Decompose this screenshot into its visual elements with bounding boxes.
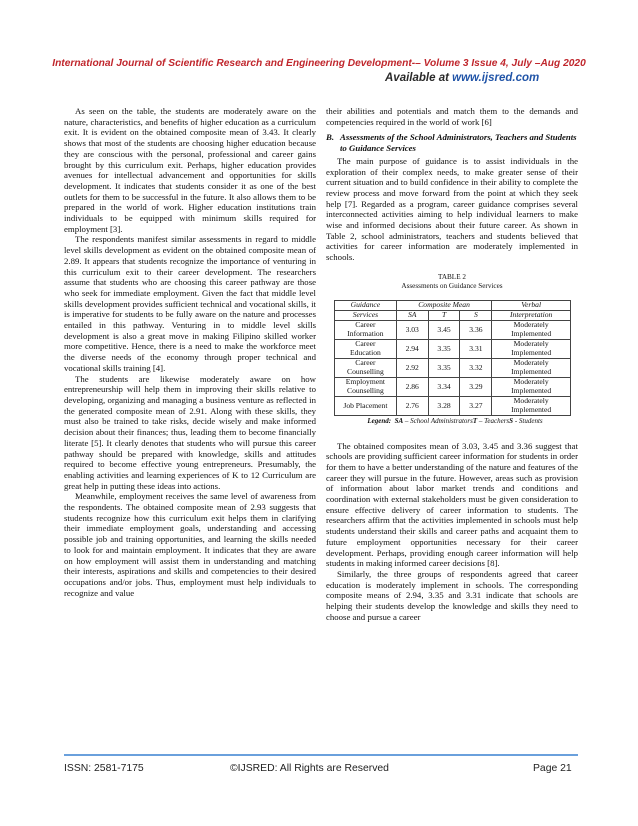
journal-website-link[interactable]: www.ijsred.com bbox=[452, 72, 540, 84]
section-heading bbox=[326, 132, 578, 153]
right-paragraph-career-info: The obtained composites mean of 3.03, 3.45 and 3.36 suggest that schools are providing sufficient career information for students in order for them to have a better understanding of the nature and features of the career they will pursue in the future. However, areas such as provision of information about labor market trends and conditions and coordination with external stakeholders must be given consideration to ensure effective delivery of career information to students. The researchers affirm that the activities implemented in schools must help students understand their skills and career paths and acquaint them to future employment opportunities necessary for their career development. Perhaps, providing enough career information will help students in making informed career decisions [8]. bbox=[326, 440, 578, 569]
cell-t: 3.35 bbox=[428, 339, 460, 358]
cell-service: Career Education bbox=[335, 339, 397, 358]
availability-line bbox=[385, 72, 539, 84]
cell-service: Career Counselling bbox=[335, 358, 397, 377]
left-paragraph-3: The students are likewise moderately aware on how entrepreneurship will help them in improving their skills relative to developing, organizing and managing a business venture as reflected in the generated composite mean of 2.91. Along with these skills, they must also be trained to take risks, decide wisely and make informed decision about their finances; thus, leading them to become financially literate [5]. It clearly denotes that students who will pursue this career pathway should be prepared with knowledge, skills and attitudes required to become effective young entrepreneurs. Presumably, the enabling activities and learning experiences of K to 12 Curriculum are great help in putting these ideas into actions. bbox=[64, 373, 316, 491]
cell-interpretation: Moderately Implemented bbox=[492, 396, 571, 415]
header-interpretation: Interpretation bbox=[492, 310, 571, 320]
cell-sa: 2.86 bbox=[396, 377, 428, 396]
table-legend: Legend: SA – School AdministratorsT – TeachersS - Students bbox=[367, 416, 543, 425]
right-paragraph-guidance: The main purpose of guidance is to assist individuals in the exploration of their complex needs, to make greater sense of their current situation and to build confidence in their ability to complete the review process and move forward from the point at which they seek help [7]. Regarded as a program, career guidance comprises several interconnected activities aiming to help individual learners to make wise and informed decisions about their future career. As shown in Table 2, school administrators, teachers and students believed that activities for career information are moderately implemented in schools. bbox=[326, 155, 578, 263]
table-row bbox=[335, 320, 571, 339]
footer-issn: ISSN: 2581-7175 bbox=[64, 763, 144, 774]
header-composite-mean: Composite Mean bbox=[396, 300, 492, 310]
cell-t: 3.34 bbox=[428, 377, 460, 396]
cell-t: 3.45 bbox=[428, 320, 460, 339]
left-paragraph-4: Meanwhile, employment receives the same level of awareness from the respondents. The obtained composite mean of 2.93 suggests that students recognize how this curriculum exit helps them in clarifying their immediate employment goals, understanding and accessing possible job and training opportunities, and learning the skills needed to look for and maintain employment. It indicates that they are aware on how employment will assist them in understanding and matching their interests, aspirations and skills and competencies to their desired occupations and/or jobs. Thus, employment must help individuals to recognize and value bbox=[64, 491, 316, 598]
table-caption: TABLE 2 bbox=[438, 272, 466, 281]
cell-s: 3.32 bbox=[460, 358, 492, 377]
left-column bbox=[64, 106, 316, 598]
table-row bbox=[335, 339, 571, 358]
guidance-services-table bbox=[334, 300, 571, 416]
left-paragraph-2: The respondents manifest similar assessments in regard to middle level skills development as evident on the obtained composite mean of 2.89. It appears that students recognize the importance of venturing in this curriculum exit to their career development. The researchers assume that students who are choosing this career pathway are those who seek for immediate employment. Given the fact that middle level skills development provides sufficient technical and vocational skills, it is imperative for students to be fully aware on the nature and processes entailed in this pathway. Venturing in to middle level skills development is also a great move in making Filipino skilled worker more competitive. Hence, there is a need to make the workforce meet the diverse needs of the economy through proper technical and vocational skills training [4]. bbox=[64, 234, 316, 373]
table-subcaption: Assessments on Guidance Services bbox=[401, 281, 503, 290]
right-column bbox=[326, 106, 578, 623]
header-verbal: Verbal bbox=[492, 300, 571, 310]
cell-service: Job Placement bbox=[335, 396, 397, 415]
table-row bbox=[335, 358, 571, 377]
footer-rights: ©IJSRED: All Rights are Reserved bbox=[230, 763, 389, 774]
cell-s: 3.29 bbox=[460, 377, 492, 396]
journal-header: International Journal of Scientific Research and Engineering Development-– Volume 3 Issue 4, July –Aug 2020 bbox=[52, 58, 586, 69]
right-intro-paragraph: their abilities and potentials and match them to the demands and competencies required in the world of work [6] bbox=[326, 106, 578, 127]
cell-sa: 2.76 bbox=[396, 396, 428, 415]
cell-interpretation: Moderately Implemented bbox=[492, 339, 571, 358]
cell-sa: 2.94 bbox=[396, 339, 428, 358]
cell-interpretation: Moderately Implemented bbox=[492, 377, 571, 396]
section-title: Assessments of the School Administrators, Teachers and Students to Guidance Services bbox=[340, 132, 577, 154]
right-paragraph-career-education: Similarly, the three groups of respondents agreed that career education is moderately implement in schools. The corresponding composite means of 2.94, 3.35 and 3.31 indicate that schools are helping their students develop the knowledge and skills they need to choose and pursue a career bbox=[326, 568, 578, 622]
header-sa: SA bbox=[396, 310, 428, 320]
table-row bbox=[335, 396, 571, 415]
cell-t: 3.35 bbox=[428, 358, 460, 377]
cell-service: Career Information bbox=[335, 320, 397, 339]
header-guidance: Guidance bbox=[335, 300, 397, 310]
header-s: S bbox=[460, 310, 492, 320]
cell-s: 3.31 bbox=[460, 339, 492, 358]
cell-s: 3.27 bbox=[460, 396, 492, 415]
table-row bbox=[335, 377, 571, 396]
cell-sa: 3.03 bbox=[396, 320, 428, 339]
cell-sa: 2.92 bbox=[396, 358, 428, 377]
cell-interpretation: Moderately Implemented bbox=[492, 320, 571, 339]
footer-page-number: Page 21 bbox=[533, 763, 572, 774]
cell-s: 3.36 bbox=[460, 320, 492, 339]
left-paragraph-1: As seen on the table, the students are moderately aware on the nature, characteristics, and benefits of higher education as a curriculum exit. It is evident on the obtained composite mean of 3.43. It clearly shows that most of the students are choosing higher education because they are conscious with the personal, professional and career gains brought by this curriculum exit. Perhaps, higher education provides avenues for intellectual advancement and opportunities for skills development. It indicates that students consider it as one of the best outlets for them to be successful in the future. It also allows them to be prepared in the world of work. Higher education institutions train individuals to be equipped with minimum skills required for employment [3]. bbox=[64, 106, 316, 234]
footer-divider bbox=[64, 754, 578, 756]
available-label: Available at bbox=[385, 72, 453, 84]
header-t: T bbox=[428, 310, 460, 320]
cell-service: Employment Counselling bbox=[335, 377, 397, 396]
cell-interpretation: Moderately Implemented bbox=[492, 358, 571, 377]
header-services: Services bbox=[335, 310, 397, 320]
section-letter: B. bbox=[326, 132, 335, 143]
cell-t: 3.28 bbox=[428, 396, 460, 415]
